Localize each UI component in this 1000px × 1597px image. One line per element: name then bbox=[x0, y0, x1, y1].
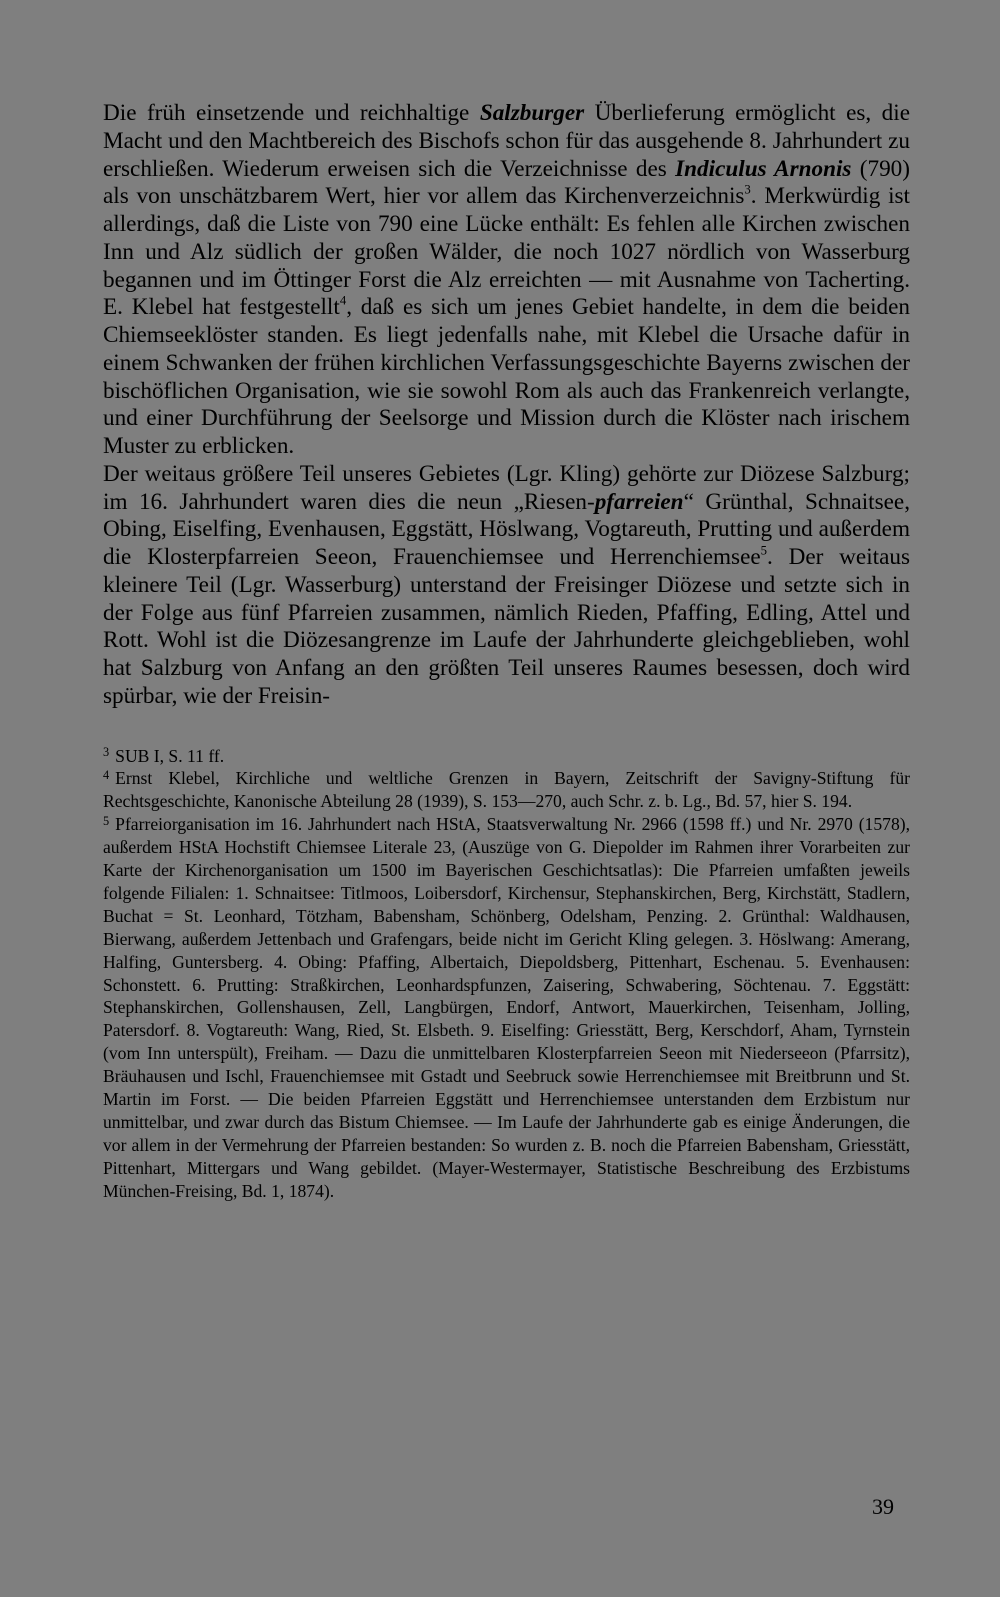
footnote-ref-5[interactable]: 5 bbox=[760, 543, 768, 558]
footnote-text: SUB I, S. 11 ff. bbox=[115, 745, 225, 766]
text-run: . Der weitaus kleinere Teil (Lgr. Wasserburg) unterstand der Freisinger Diözese und setzte sich in der Folge aus fünf Pfarreien zusammen, nämlich Rieden, Pfaffing, Edling, Attel und Rott. Wohl ist die Diözesangrenze im Laufe der Jahrhunderte gleichgeblieben, wohl hat Salzburg von Anfang an den größten Teil unseres Raumes besessen, doch wird spürbar, wie der Freisin- bbox=[103, 544, 910, 709]
text-run: . Merkwürdig ist allerdings, daß die Liste von 790 eine Lücke enthält: Es fehlen alle Kirchen zwischen Inn und Alz südlich der großen Wälder, die noch 1027 nördlich von Wasserburg begannen und im Öttinger Forst die Alz erreichten — mit Ausnahme von Tacherting. E. Klebel hat festgestellt bbox=[103, 183, 910, 321]
footnote-3 bbox=[103, 745, 910, 768]
text-run: Die früh einsetzende und reichhaltige bbox=[103, 100, 480, 126]
footnote-text: Pfarreiorganisation im 16. Jahrhundert nach HStA, Staatsverwaltung Nr. 2966 (1598 ff.) und Nr. 2970 (1578), außerdem HStA Hochstift Chiemsee Literale 23, (Auszüge von G. Diepolder im Rahmen ihrer Vorarbeiten zur Karte der Kirchenorganisation um 1500 im Bayerischen Geschichtsatlas): Die Pfarreien umfaßten jeweils folgende Filialen: 1. Schnaitsee: Titlmoos, Loibersdorf, Kirchensur, Stephanskirchen, Berg, Kirchstätt, Stadlern, Buchat = St. Leonhard, Tötzham, Babensham, Schönberg, Odelsham, Penzing. 2. Grünthal: Waldhausen, Bierwang, außerdem Jettenbach und Grafengars, beide nicht im Gericht Kling gelegen. 3. Höslwang: Amerang, Halfing, Guntersberg. 4. Obing: Pfaffing, Albertaich, Diepoldsberg, Pittenhart, Eschenau. 5. Evenhausen: Schonstett. 6. Prutting: Straßkirchen, Leonhardspfunzen, Zaisering, Schwabering, Söchtenau. 7. Eggstätt: Stephanskirchen, Gollenshausen, Zell, Langbürgen, Endorf, Antwort, Mauerkirchen, Teisenham, Jolling, Patersdorf. 8. Vogtareuth: Wang, Ried, St. Elsbeth. 9. Eiselfing: Griesstätt, Berg, Kerschdorf, Aham, Tyrnstein (vom Inn unterspült), Freiham. — Dazu die unmittelbaren Klosterpfarreien Seeon mit Niederseeon (Pfarrsitz), Bräuhausen und Ischl, Frauenchiemsee mit Gstadt und Seebruck sowie Herrenchiemsee mit Breitbrunn und St. Martin im Forst. — Die beiden Pfarreien Eggstätt und Herrenchiemsee unterstanden dem Erzbistum nur unmittelbar, und zwar durch das Bistum Chiemsee. — Im Laufe der Jahrhunderte gab es einige Änderungen, die vor allem in der Vermehrung der Pfarreien bestanden: So wurden z. B. noch die Pfarreien Babensham, Griesstätt, Pittenhart, Mittergars und Wang gebildet. (Mayer-Westermayer, Statistische Beschreibung des Erzbistums München-Freising, Bd. 1, 1874). bbox=[103, 814, 910, 1201]
footnote-text: Ernst Klebel, Kirchliche und weltliche Grenzen in Bayern, Zeitschrift der Savigny-Stiftung für Rechtsgeschichte, Kanonische Abteilung 28 (1939), S. 153—270, auch Schr. z. b. Lg., Bd. 57, hier S. 194. bbox=[103, 768, 910, 812]
emphasis-pfarreien: pfarreien bbox=[594, 488, 684, 515]
footnote-ref-4[interactable]: 4 bbox=[339, 293, 347, 308]
page-number: 39 bbox=[872, 1494, 894, 1519]
footnote-mark: 4 bbox=[103, 767, 110, 782]
footnotes bbox=[103, 745, 910, 1203]
text-run: Überlieferung ermöglicht es, die Macht und den Machtbereich des Bischofs schon für das ausgehende 8. Jahrhundert zu erschließen. Wiederum erweisen sich die Verzeichnisse des bbox=[103, 100, 910, 182]
text-run: (790) als von unschätzbarem Wert, hier vor allem das Kirchenverzeichnis bbox=[103, 155, 910, 210]
text-run: “ Grünthal, Schnaitsee, Obing, Eiselfing, Evenhausen, Eggstätt, Höslwang, Vogtareuth, Prutting und außerdem die Klosterpfarreien Seeon, Frauenchiemsee und Herrenchiemsee bbox=[103, 488, 910, 570]
paragraph-1 bbox=[103, 100, 910, 461]
footnote-4 bbox=[103, 767, 910, 813]
book-page bbox=[103, 100, 910, 1203]
footnote-5 bbox=[103, 813, 910, 1202]
footnote-ref-3[interactable]: 3 bbox=[744, 182, 751, 197]
emphasis-salzburger: Salzburger bbox=[479, 100, 585, 126]
footnote-mark: 5 bbox=[103, 813, 110, 828]
text-run: Der weitaus größere Teil unseres Gebietes (Lgr. Kling) gehörte zur Diözese Salzburg; im 16. Jahrhundert waren dies die neun „Riesen- bbox=[103, 460, 910, 515]
paragraph-2 bbox=[103, 461, 910, 711]
text-run: , daß es sich um jenes Gebiet handelte, in dem die beiden Chiemseeklöster standen. Es liegt jedenfalls nahe, mit Klebel die Ursache dafür in einem Schwanken der frühen kirchlichen Verfassungsgeschichte Bayerns zwischen der bischöflichen Organisation, wie sie sowohl Rom als auch das Frankenreich verlangte, und einer Durchführung der Seelsorge und Mission durch die Klöster nach irischem Muster zu erblicken. bbox=[103, 294, 911, 459]
main-text bbox=[103, 100, 910, 711]
emphasis-indiculus-arnonis: Indiculus Arnonis bbox=[675, 155, 852, 182]
footnote-mark: 3 bbox=[103, 744, 110, 759]
